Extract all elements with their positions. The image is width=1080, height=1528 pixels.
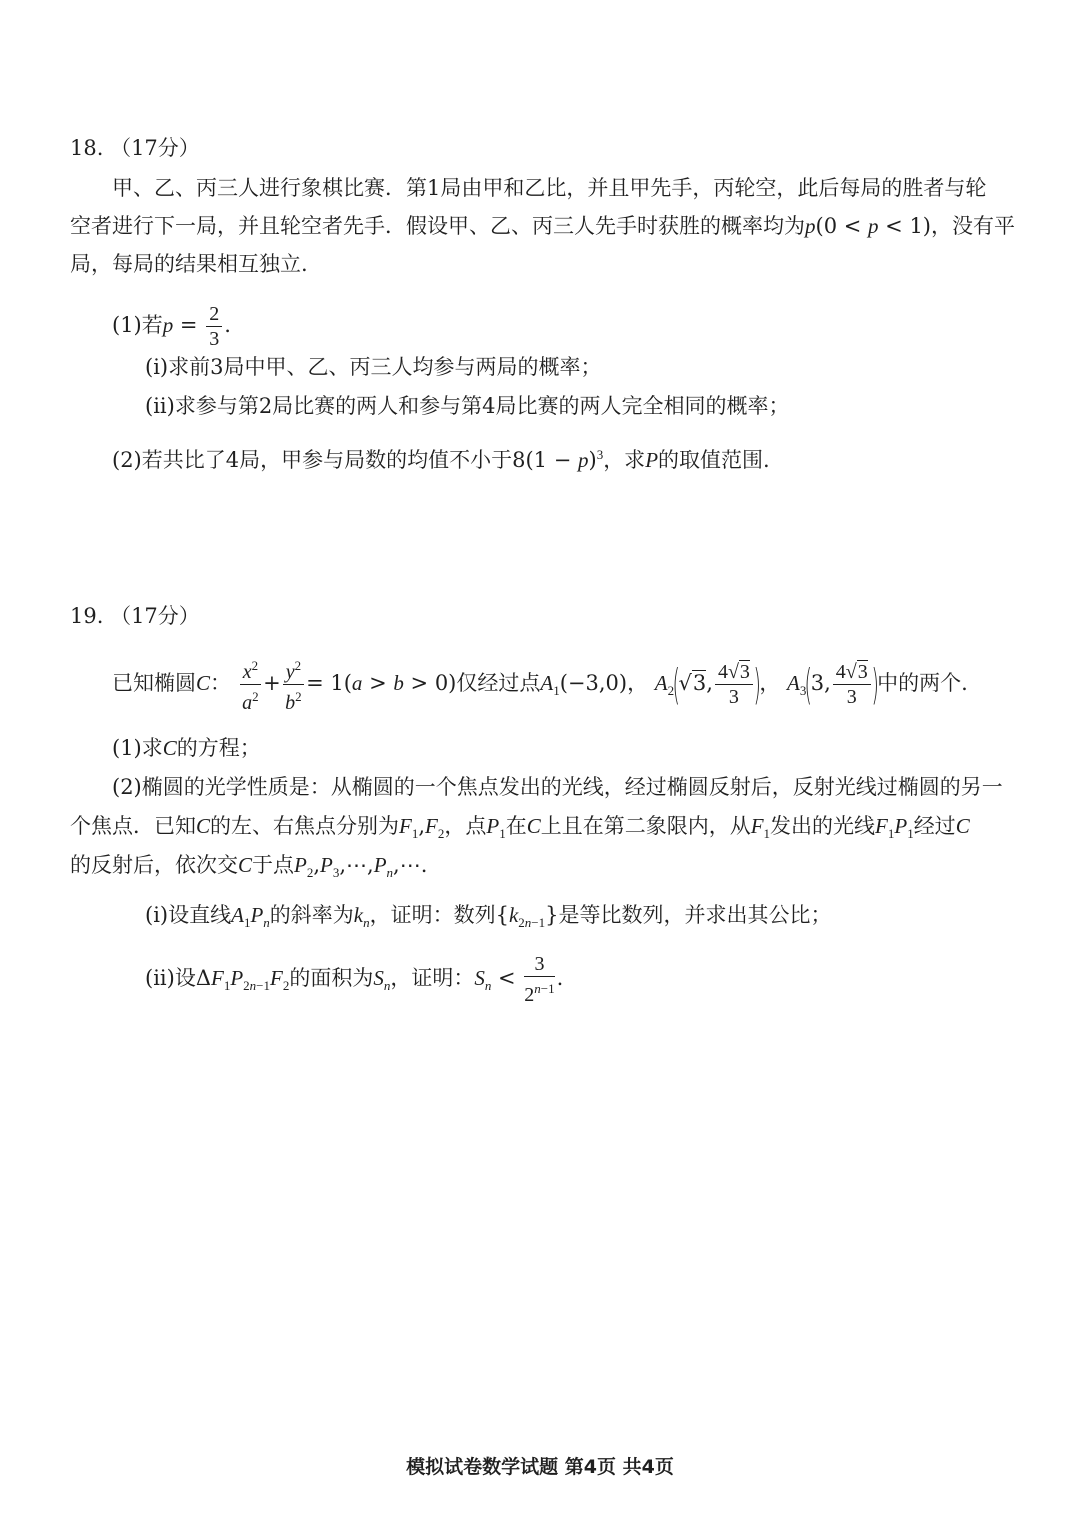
q19-part1: (1)求C的方程； [112, 736, 261, 760]
q19-part2-line3: 的反射后，依次交C于点$P_2,P_3,\cdots,P_n,\cdots$. [70, 853, 428, 880]
fraction-two-thirds: $\frac{2}{3}$ [206, 302, 222, 351]
q18-stem-line3: 局，每局的结果相互独立. [70, 252, 308, 276]
q18-part2: (2)若共比了4局，甲参与局数的均值不小于$8(1 - p)^3$，求P的取值范围. [112, 447, 770, 472]
fraction-3-over-2pow: $\frac{3}{2^{n-1}}$ [524, 953, 555, 1006]
q19-part2-line2-c: ，点 [444, 814, 487, 838]
q19-part2-line2: 个焦点．已知C的左、右焦点分别为$F_1,F_2$，点$P_1$在C上且在第二象限内，从$F_1$发出的光线$F_1P_1$经过C [70, 814, 970, 841]
q19-part2-ii-a: (ii)设 [145, 966, 196, 990]
q19-part2-i-a: (i)设直线 [145, 903, 232, 927]
q19-part2-ii: (ii)设$\Delta F_1P_{2n-1}F_2$的面积为$S_n$，证明：$S_n$ < $\frac{3}{2^{n-1}}$ . [145, 953, 564, 1006]
fraction-4sqrt3-3-a: $\frac{4√3}{3}$ [715, 660, 753, 709]
q18-part2-text: (2)若共比了4局，甲参与局数的均值不小于 [112, 448, 513, 472]
q19-part1-text: (1)求 [112, 736, 163, 760]
q18-part1: (1)若p = $\frac{2}{3}$ . [112, 303, 231, 350]
q18-stem-line2-tail: ，没有平 [931, 214, 1015, 238]
q19-part2-line3-b: 于点 [252, 853, 295, 877]
q19-part2-ii-c: ，证明： [390, 966, 475, 990]
q18-header: 18. （17分） [70, 136, 200, 160]
q19-intro-text: 已知椭圆 [112, 671, 196, 695]
q18-stem-line1: 甲、乙、丙三人进行象棋比赛．第1局由甲和乙比，并且甲先手，丙轮空，此后每局的胜者与轮 [112, 176, 987, 200]
q19-part2-line2-d: 在 [505, 814, 527, 838]
q18-part1-ii: (ii)求参与第2局比赛的两人和参与第4局比赛的两人完全相同的概率； [145, 394, 790, 418]
fraction-x2-a2: $\frac{x^2}{a^2}$ [240, 654, 261, 715]
q19-part2-line2-e: 上且在第二象限内，从 [540, 814, 751, 838]
q19-intro: 已知椭圆C： $\frac{x^2}{a^2}$ + $\frac{y^2}{b^2}$ = 1(a > b > 0)仅经过点$A_1(-3,0)$， $A_2(√3$, $\frac{4√3}{3}$ )， $A_3(3$, $\frac{4√3}{3}$ )中的两个. [112, 654, 968, 719]
q18-stem-line2: 空者进行下一局，并且轮空者先手．假设甲、乙、丙三人先手时获胜的概率均为p(0 < p < 1)，没有平 [70, 214, 1015, 238]
q19-part2-line2-a: 个焦点．已知 [70, 814, 196, 838]
page-footer: 模拟试卷数学试题 第4页 共4页 [406, 1456, 674, 1478]
q19-intro-mid: 仅经过点 [456, 671, 541, 695]
fraction-4sqrt3-3-b: $\frac{4√3}{3}$ [833, 660, 871, 709]
q19-part2-i: (i)设直线$A_1P_n$的斜率为$k_n$，证明：数列$\{k_{2n-1}\}$是等比数列，并求出其公比； [145, 903, 832, 930]
q19-part2-line2-g: 经过 [913, 814, 956, 838]
q18-stem-line2-text: 空者进行下一局，并且轮空者先手．假设甲、乙、丙三人先手时获胜的概率均为 [70, 214, 805, 238]
q19-part2-i-c: ，证明：数列 [369, 903, 496, 927]
q19-header: 19. （17分） [70, 604, 200, 628]
q19-part2-i-d: 是等比数列，并求出其公比； [558, 903, 832, 927]
q19-part2-i-b: 的斜率为 [269, 903, 354, 927]
q19-part2-ii-b: 的面积为 [289, 966, 374, 990]
q18-part1-prefix: (1)若 [112, 313, 163, 337]
q19-intro-tail: 中的两个. [877, 671, 968, 695]
fraction-y2-b2: $\frac{y^2}{b^2}$ [283, 654, 304, 715]
q19-part1-tail: 的方程； [176, 736, 261, 760]
q19-part2-line2-f: 发出的光线 [770, 814, 876, 838]
q19-part2-line1: (2)椭圆的光学性质是：从椭圆的一个焦点发出的光线，经过椭圆反射后，反射光线过椭圆的另一 [112, 775, 1003, 799]
q18-part2-ask: ，求 [603, 448, 646, 472]
q19-part2-line3-a: 的反射后，依次交 [70, 853, 238, 877]
q18-part2-tail: 的取值范围. [658, 448, 770, 472]
q18-part1-i: (i)求前3局中甲、乙、丙三人均参与两局的概率； [145, 355, 602, 379]
q19-part2-line2-b: 的左、右焦点分别为 [210, 814, 400, 838]
